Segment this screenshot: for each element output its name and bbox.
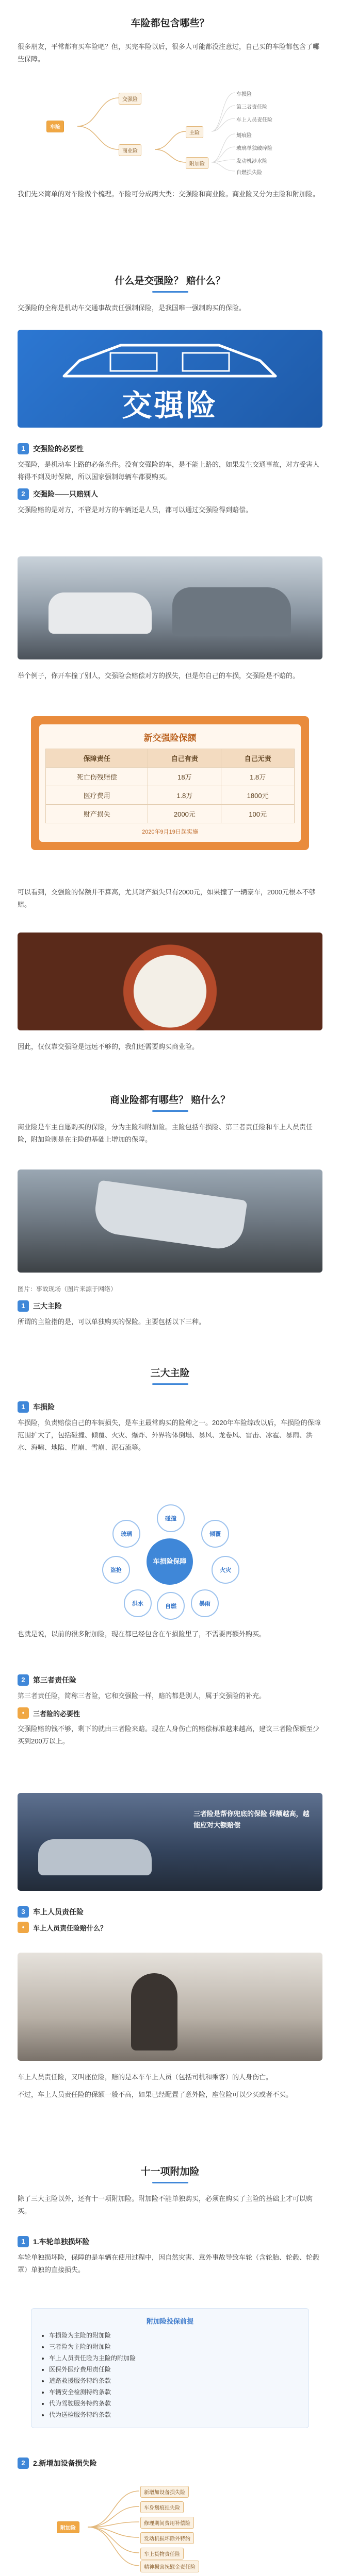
intro-block: [0, 0, 340, 71]
heading-underline: [152, 1383, 188, 1385]
mindmap-root: 附加险: [57, 2521, 79, 2533]
car-shape: [172, 587, 291, 636]
paragraph: 车上人员责任险，又叫座位险，赔的是本车车上人员（包括司机和乘客）的人身伤亡。: [18, 2073, 273, 2081]
circle-center: 车损险保障: [147, 1538, 193, 1585]
number-badge: 2: [18, 1674, 29, 1686]
bowl-photo: [0, 933, 340, 1030]
intro-paragraph-1: 很多朋友，平常都有买车险吧？但，买完车险以后，很多人可能都没注意过，自己买的车险都包含了哪些保障。: [18, 43, 320, 63]
mindmap-leaf: 自燃损失险: [236, 170, 262, 176]
mindmap-additional-insurance: 附加险: [186, 157, 208, 169]
section-heading: 商业险都有哪些？ 赔什么？: [109, 1095, 231, 1106]
mindmap-leaf: 玻璃单独破碎险: [236, 146, 272, 151]
mindmap-branch-commercial: 商业险: [119, 144, 141, 156]
list-item: • 医保外医疗费用责任险: [49, 2364, 300, 2375]
paragraph: 交强险的全称是机动车交通事故责任强制保险，是我国唯一强制购买的保险。: [18, 304, 246, 312]
number-badge: 1: [18, 2236, 29, 2247]
item-vehicle-damage-2: [0, 1628, 340, 1646]
intro-block-2: [0, 188, 340, 206]
photo-accident: [18, 556, 322, 659]
mindmap-additional: [0, 2483, 340, 2571]
limits-card: [31, 716, 309, 850]
mindmap-leaf: 车上货物责任险: [140, 2548, 184, 2560]
mindmap-main-insurance: 主险: [186, 126, 203, 138]
list-item: • 代为送检服务特约条款: [49, 2409, 300, 2420]
premise-card-block: [0, 2308, 340, 2428]
section-additional: [0, 2164, 340, 2223]
subheading: 1 三大主险: [18, 1300, 322, 1312]
compulsory-text: [0, 443, 340, 521]
circle-item: 玻璃: [112, 1520, 140, 1548]
list-item: • 代为驾驶服务特约条款: [49, 2398, 300, 2409]
item-third-party: [0, 1674, 340, 1753]
number-badge: 1: [18, 1300, 29, 1312]
page-title: 车险都包含哪些？: [131, 18, 209, 29]
premise-card: [31, 2308, 309, 2428]
list-item: • 车上人员责任险为主险的附加险: [49, 2352, 300, 2364]
photo-overlay-text: 三者险是帮你兜底的保险 保额越高，越能应对大额赔偿: [193, 1810, 310, 1829]
table-note: 2020年9月19日起实施: [142, 829, 198, 835]
subheading: 2 2.新增加设备损失险: [18, 2458, 322, 2469]
item-new-equipment: [0, 2458, 340, 2473]
third-party-photo: [0, 1793, 340, 1891]
paragraph: 车轮单独损坏险，保障的是车辆在使用过程中，因自然灾害、意外事故导致车轮（含轮胎、轮毂、轮毂罩）单独的直接损失。: [18, 2253, 320, 2274]
commercial-caption: [0, 1283, 340, 1333]
photo-caption: 图片：事故现场（图片来源于网络）: [18, 1285, 117, 1293]
paragraph: 交强险赔的是对方，不管是对方的车辆还是人员，都可以通过交强险得到赔偿。: [18, 506, 253, 514]
banner-title: 交强险: [122, 389, 218, 422]
paragraph: 车损险，负责赔偿自己的车辆损失，是车主最常购买的险种之一。2020年车险综改以后，车损险的保障范围扩大了，包括碰撞、倾覆、火灾、爆炸、外界物体倒塌、暴风、龙卷风、雷击、冰雹、暴雨、洪水、海啸、地陷、崖崩、雪崩、泥石流等。: [18, 1419, 321, 1451]
paragraph: 交强险赔的钱不够，剩下的就由三者险来赔。现在人身伤亡的赔偿标准越来越高，建议三者险保额至少买到200万以上。: [18, 1725, 320, 1745]
paragraph: 商业险是车主自愿购买的保险，分为主险和附加险。主险包括车损险、第三者责任险和车上人员责任险，附加险则是在主险的基础上增加的保障。: [18, 1123, 313, 1143]
section-compulsory: [0, 273, 340, 319]
compulsory-text-2: [0, 670, 340, 687]
car-shape: [48, 592, 152, 634]
mindmap-branch-compulsory: 交强险: [119, 93, 141, 105]
list-item: • 车损险为主险的附加险: [49, 2330, 300, 2341]
number-badge: 1: [18, 443, 29, 454]
subheading: 2 第三者责任险: [18, 1674, 322, 1686]
card-title: 附加险投保前提: [146, 2317, 193, 2325]
coverage-circle-diagram: [0, 1504, 340, 1618]
mindmap-leaf: 车损险: [236, 92, 252, 97]
paragraph: 除了三大主险以外，还有十一项附加险。附加险不能单独购买，必须在购买了主险的基础上才可以购买。: [18, 2195, 313, 2215]
subheading: • 三者险的必要性: [18, 1707, 322, 1719]
mindmap-leaf: 精神损害抚慰金责任险: [140, 2561, 199, 2572]
compulsory-text-4: [0, 1041, 340, 1058]
passenger-photo: [0, 1953, 340, 2061]
intro-paragraph-2: 我们先来简单的对车险做个梳理。车险可分成两大类：交强险和商业险。商业险又分为主险和附加险。: [18, 190, 320, 198]
subheading: 2 交强险——只赔别人: [18, 488, 322, 500]
photo-third-party: [18, 1793, 322, 1891]
banner-image: [18, 330, 322, 428]
circle-item: 自燃: [157, 1592, 185, 1620]
person-shape: [131, 1973, 177, 2050]
list-item: • 三者险为主险的附加险: [49, 2341, 300, 2352]
number-badge: 2: [18, 2458, 29, 2469]
paragraph: 也就是说，以前的很多附加险，现在都已经包含在车损险里了，不需要再额外购买。: [18, 1630, 266, 1638]
mindmap-leaf: 发动机损坏除外特约: [140, 2532, 194, 2544]
subheading: 1 交强险的必要性: [18, 443, 322, 454]
subheading: • 车上人员责任险赔什么？: [18, 1922, 322, 1933]
paragraph: 第三者责任险，简称三者险，它和交强险一样，赔的都是别人，属于交强险的补充。: [18, 1692, 266, 1700]
paragraph: 不过，车上人员责任险的保额一般不高，如果已经配置了意外险，座位险可以少买或者不买。: [18, 2091, 293, 2098]
mindmap-root: 车险: [46, 121, 64, 132]
circle-item: 倾覆: [201, 1520, 229, 1548]
circle-item: 盗抢: [102, 1556, 130, 1584]
item-vehicle-damage: [0, 1401, 340, 1459]
compulsory-banner: [0, 330, 340, 428]
section-commercial: [0, 1092, 340, 1151]
number-badge: 1: [18, 1401, 29, 1413]
car-shape: [38, 1839, 152, 1875]
paragraph: 举个例子，你开车撞了别人，交强险会赔偿对方的损失，但是你自己的车损，交强险是不赔的。: [18, 672, 300, 680]
circle-item: 暴雨: [191, 1589, 219, 1617]
paragraph: 所谓的主险指的是，可以单独购买的保险。主要包括以下三种。: [18, 1318, 206, 1326]
number-badge: 3: [18, 1906, 29, 1918]
paragraph: 可以看到，交强险的保额并不算高，尤其财产损失只有2000元，如果撞了一辆豪车，2000元根本不够赔。: [18, 888, 316, 908]
mindmap-leaf: 第三者责任险: [236, 105, 267, 110]
paragraph: 交强险，是机动车上路的必备条件。没有交强险的车，是不能上路的，如果发生交通事故，对方受害人将得不到及时保障，所以国家强制每辆车都要购买。: [18, 461, 320, 481]
photo-bowl: [18, 933, 322, 1030]
mindmap-leaf: 划痕险: [236, 133, 252, 139]
number-badge: •: [18, 1707, 29, 1719]
paragraph: 因此，仅仅靠交强险是远远不够的，我们还需要购买商业险。: [18, 1043, 199, 1050]
item-passenger-text: [0, 2071, 340, 2106]
compulsory-text-3: [0, 886, 340, 916]
mindmap-leaf: 车身划痕损失险: [140, 2501, 184, 2513]
circle-item: 碰撞: [157, 1504, 185, 1532]
item-passenger: [0, 1906, 340, 1937]
mindmap-leaf: 发动机涉水险: [236, 159, 267, 164]
item-wheel: [0, 2236, 340, 2281]
table-title: 新交强险保额: [143, 733, 197, 743]
subheading: 3 车上人员责任险: [18, 1906, 322, 1918]
number-badge: 2: [18, 488, 29, 500]
car-shape: [92, 1180, 247, 1251]
list-item: • 车辆安全检测特约条款: [49, 2386, 300, 2398]
compulsory-limits-card: [0, 716, 340, 850]
photo-passenger: [18, 1953, 322, 2061]
list-item: • 道路救援服务特约条款: [49, 2375, 300, 2386]
mindmap-car-insurance: [0, 77, 340, 175]
overturned-car-photo: [0, 1170, 340, 1273]
section-heading: 什么是交强险？ 赔什么？: [115, 276, 225, 286]
mindmap-leaf: 新增加设备损失险: [140, 2486, 189, 2498]
accident-photo: [0, 556, 340, 659]
section-heading: 三大主险: [150, 1368, 190, 1379]
limits-table: 保障责任 自己有责 自己无责 死亡伤残赔偿 18万 1.8万 医疗费用 1.8万 1800元 财产损失 2000元 100元: [45, 749, 295, 823]
photo-overturned-car: [18, 1170, 322, 1273]
mindmap-leaf: 车上人员责任险: [236, 117, 272, 123]
circle-item: 火灾: [212, 1556, 239, 1584]
section-heading: 十一项附加险: [140, 2166, 200, 2177]
number-badge: •: [18, 1922, 29, 1933]
subheading: 1 1.车轮单独损坏险: [18, 2236, 322, 2247]
three-main-heading: [0, 1365, 340, 1385]
card-list: [40, 2330, 300, 2420]
circle-item: 洪水: [124, 1589, 152, 1617]
mindmap-leaf: 修理期间费用补偿险: [140, 2517, 194, 2529]
subheading: 1 车损险: [18, 1401, 322, 1413]
